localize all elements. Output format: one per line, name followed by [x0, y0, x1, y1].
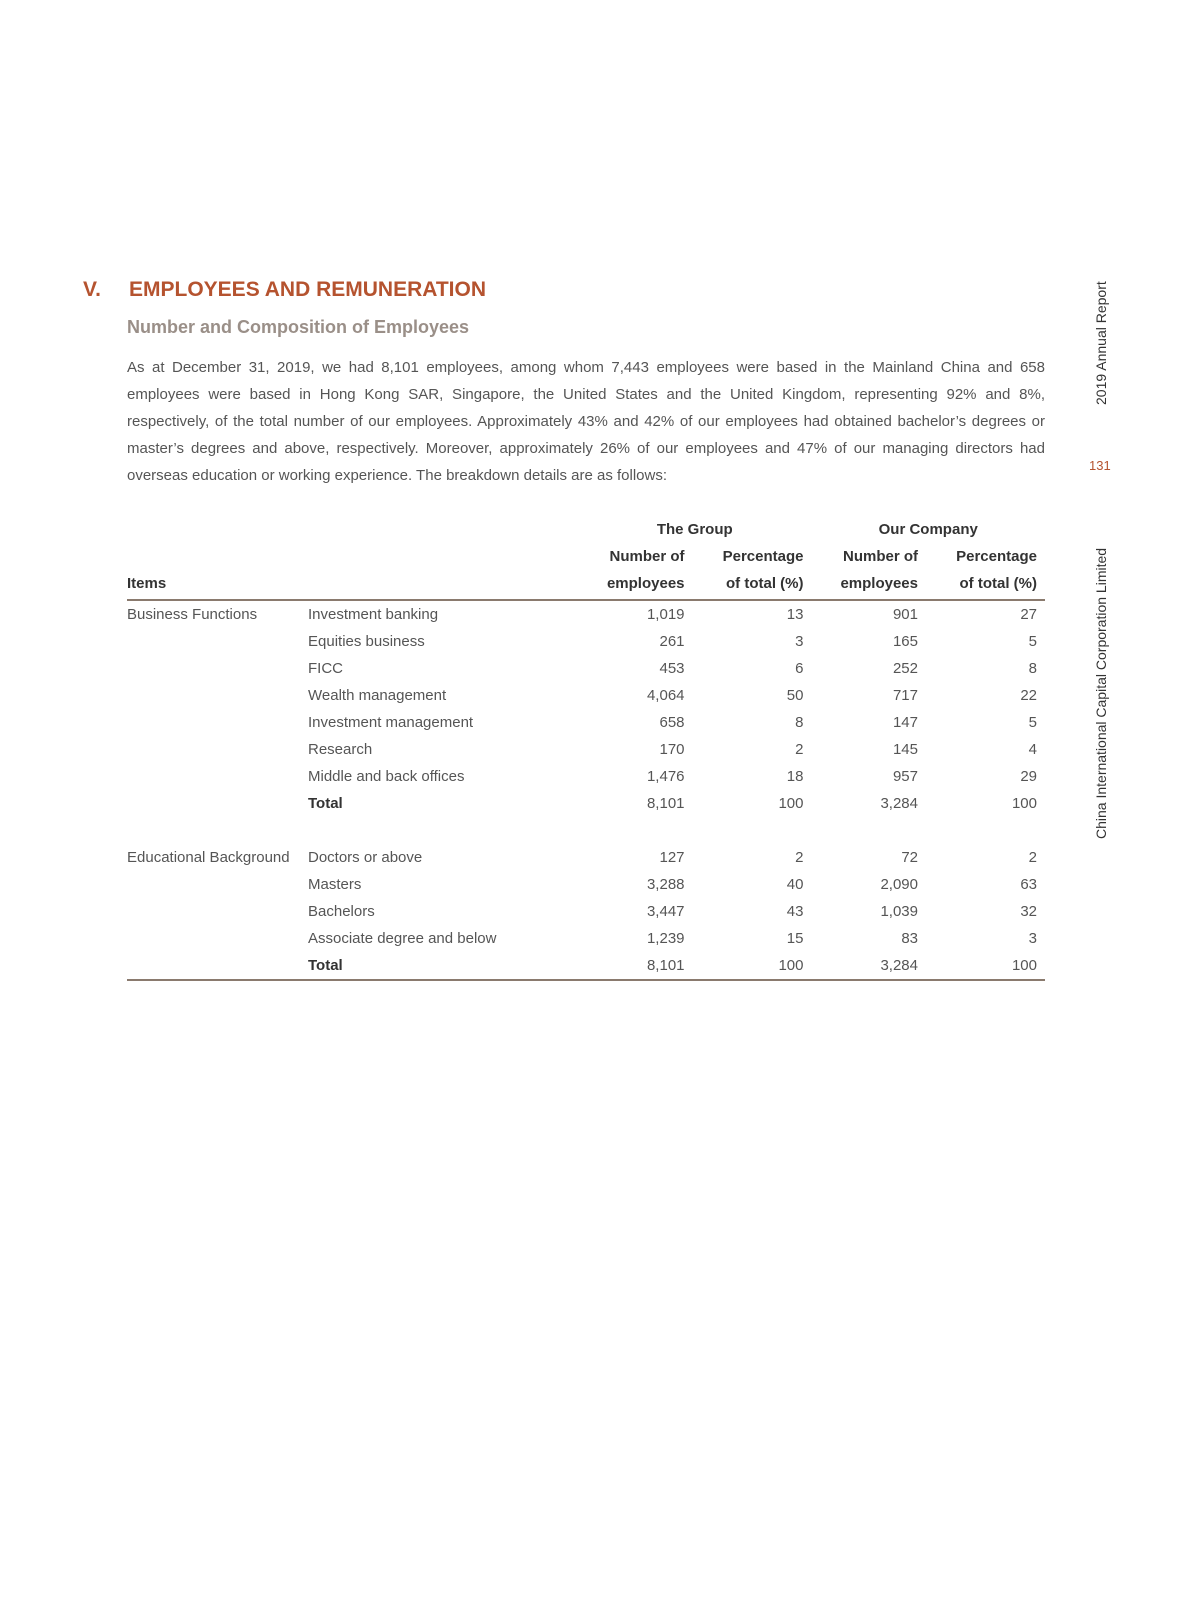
section-label: Business Functions	[127, 606, 258, 623]
table-cell: 15	[786, 930, 804, 947]
table-cell: 27	[1020, 606, 1037, 623]
section-subtitle: Number and Composition of Employees	[127, 317, 470, 337]
table-cell: 29	[1020, 768, 1037, 785]
page-number: 131	[1089, 458, 1111, 473]
items-header: Items	[127, 570, 308, 600]
table-cell: 957	[892, 768, 918, 785]
table-cell: 5	[1028, 633, 1037, 650]
table-cell: 8	[795, 714, 804, 731]
table-cell: 22	[1020, 687, 1037, 704]
table-row	[127, 628, 1045, 655]
table-cell: 8,101	[578, 952, 693, 980]
item-label: Masters	[308, 876, 362, 893]
table-cell: 717	[892, 687, 918, 704]
item-label: Associate degree and below	[308, 930, 497, 947]
table-cell: 8	[1028, 660, 1037, 677]
section-label	[127, 736, 308, 763]
table-row	[127, 682, 1045, 709]
table-cell: 127	[659, 849, 685, 866]
section-label: Educational Background	[127, 849, 290, 866]
section-label	[127, 628, 308, 655]
table-cell: 147	[892, 714, 918, 731]
table-cell: 3	[1028, 930, 1037, 947]
table-row	[127, 844, 1045, 871]
company-name: China International Capital Corporation Limited	[1093, 547, 1109, 839]
table-cell: 2	[795, 849, 804, 866]
table-cell: 1,476	[646, 768, 685, 785]
table-cell: 252	[892, 660, 918, 677]
table-cell: 658	[659, 714, 685, 731]
section-label	[127, 925, 308, 952]
section-label	[127, 871, 308, 898]
employees-table	[127, 516, 1045, 981]
table-cell: 453	[659, 660, 685, 677]
item-label: Total	[308, 795, 343, 812]
table-cell: 63	[1020, 876, 1037, 893]
table-row	[127, 952, 1045, 980]
col-header: of total (%)	[693, 570, 812, 600]
table-row	[127, 709, 1045, 736]
table-row	[127, 790, 1045, 817]
table-cell: 32	[1020, 903, 1037, 920]
table-cell: 8,101	[646, 795, 685, 812]
section-title: EMPLOYEES AND REMUNERATION	[129, 278, 487, 301]
col-header: Number of	[843, 548, 918, 565]
table-cell: 261	[659, 633, 685, 650]
table-cell: 3,447	[646, 903, 685, 920]
table-row	[127, 736, 1045, 763]
table-cell: 3,288	[646, 876, 685, 893]
col-header: employees	[811, 570, 926, 600]
table-cell: 2,090	[880, 876, 918, 893]
item-label: Investment management	[308, 714, 474, 731]
company-header: Our Company	[878, 521, 978, 538]
table-row	[127, 925, 1045, 952]
table-cell: 100	[1011, 795, 1037, 812]
table-cell: 72	[901, 849, 918, 866]
table-cell: 1,239	[646, 930, 685, 947]
section-label	[127, 655, 308, 682]
table-cell: 50	[786, 687, 804, 704]
section-label	[127, 898, 308, 925]
item-label: Total	[308, 952, 578, 980]
item-label: FICC	[308, 660, 343, 677]
table-cell: 165	[892, 633, 918, 650]
item-label: Doctors or above	[308, 849, 423, 866]
col-header: Number of	[609, 548, 685, 565]
item-label: Investment banking	[308, 606, 439, 623]
table-cell: 3,284	[880, 795, 918, 812]
table-cell: 83	[901, 930, 918, 947]
table-cell: 18	[786, 768, 804, 785]
table-cell: 6	[795, 660, 804, 677]
table-cell: 4	[1028, 741, 1037, 758]
table-row	[127, 655, 1045, 682]
table-cell: 145	[892, 741, 918, 758]
table-cell: 901	[892, 606, 918, 623]
table-cell: 3	[795, 633, 804, 650]
table-cell: 100	[693, 952, 812, 980]
item-label: Wealth management	[308, 687, 447, 704]
group-header: The Group	[656, 521, 733, 538]
item-label: Bachelors	[308, 903, 375, 920]
table-cell: 43	[786, 903, 804, 920]
table-cell: 170	[659, 741, 685, 758]
col-header: employees	[578, 570, 693, 600]
section-label	[127, 682, 308, 709]
table-cell: 2	[1028, 849, 1037, 866]
table-cell: 100	[926, 952, 1045, 980]
table-cell: 2	[795, 741, 804, 758]
section-label	[127, 763, 308, 790]
section-label	[127, 709, 308, 736]
table-cell: 13	[786, 606, 804, 623]
item-label: Middle and back offices	[308, 768, 465, 785]
table-cell: 5	[1028, 714, 1037, 731]
item-label: Equities business	[308, 633, 425, 650]
table-cell: 40	[786, 876, 804, 893]
section-label	[127, 790, 308, 817]
table-cell: 100	[778, 795, 804, 812]
table-cell: 3,284	[811, 952, 926, 980]
col-header: Percentage	[722, 548, 804, 565]
table-cell: 1,019	[646, 606, 685, 623]
table-cell: 1,039	[880, 903, 918, 920]
table-row	[127, 600, 1045, 628]
table-cell: 4,064	[646, 687, 685, 704]
table-row	[127, 763, 1045, 790]
body-paragraph: As at December 31, 2019, we had 8,101 employees, among whom 7,443 employees were based in the Mainland China and 658 employees were based in Hong Kong SAR, Singapore, the United States and the United Kingdom, representing 92% and 8%, respectively, of the total number of our employees. Approximately 43% and 42% of our employees had obtained bachelor’s degrees or master’s degrees and above, respectively. Moreover, approximately 26% of our employees and 47% of our managing directors had overseas education or working experience. The breakdown details are as follows:	[127, 359, 1045, 484]
col-header: of total (%)	[926, 570, 1045, 600]
section-label	[127, 952, 308, 980]
item-label: Research	[308, 741, 373, 758]
table-row	[127, 898, 1045, 925]
table-row	[127, 871, 1045, 898]
col-header: Percentage	[956, 548, 1037, 565]
section-number: V.	[83, 278, 101, 301]
report-title: 2019 Annual Report	[1093, 281, 1109, 405]
